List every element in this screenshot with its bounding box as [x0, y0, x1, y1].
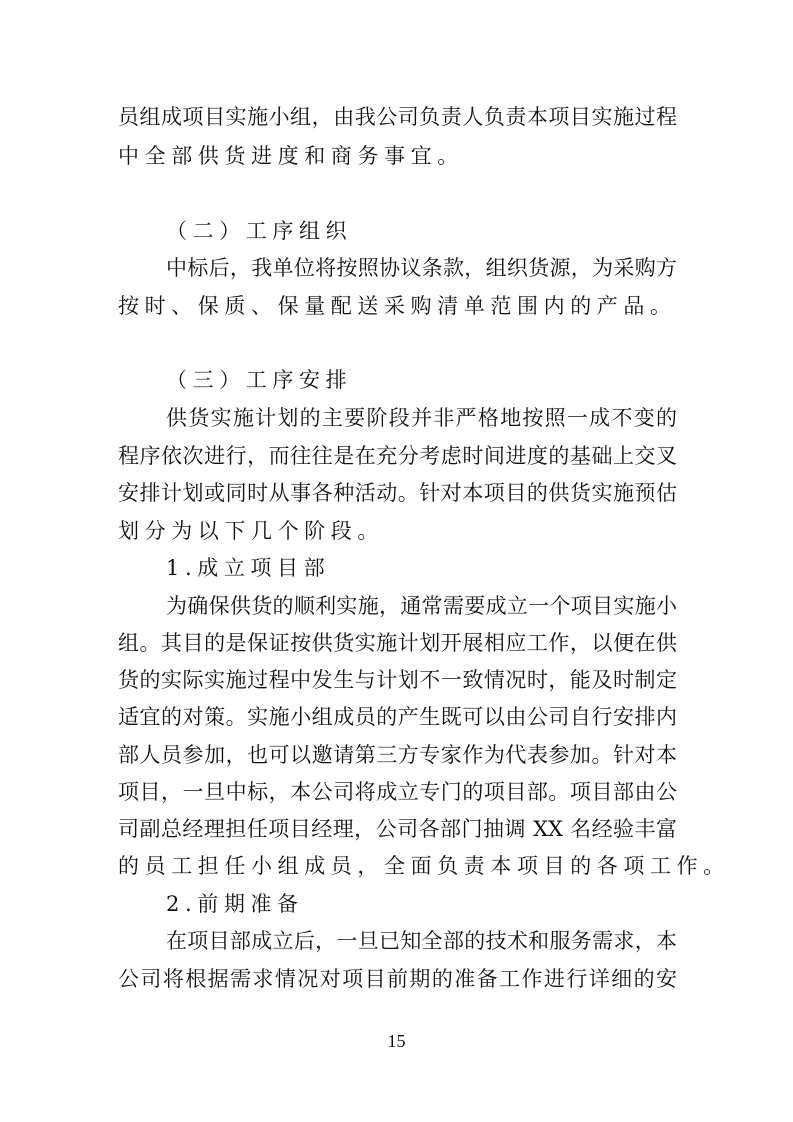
paragraph-line: 组。其目的是保证按供货实施计划开展相应工作，以便在供: [118, 631, 677, 655]
paragraph-line: 部人员参加，也可以邀请第三方专家作为代表参加。针对本: [118, 743, 677, 767]
subsection-heading: 2.前期准备: [166, 892, 304, 916]
paragraph-line: 中全部供货进度和商务事宜。: [118, 144, 464, 168]
paragraph-line: 供货实施计划的主要阶段并非严格地按照一成不变的: [166, 406, 677, 430]
paragraph-line: 员组成项目实施小组，由我公司负责人负责本项目实施过程: [118, 105, 677, 129]
paragraph-line: 中标后，我单位将按照协议条款，组织货源，为采购方: [166, 256, 677, 280]
paragraph-line: 司副总经理担任项目经理，公司各部门抽调 XX 名经验丰富: [118, 817, 677, 841]
paragraph-line: 划分为以下几个阶段。: [118, 519, 384, 543]
paragraph-line: 公司将根据需求情况对项目前期的准备工作进行详细的安: [118, 967, 677, 991]
paragraph-line: 按时、保质、保量配送采购清单范围内的产品。: [118, 294, 677, 318]
paragraph-line: 货的实际实施过程中发生与计划不一致情况时，能及时制定: [118, 668, 677, 692]
paragraph-line: 的员工担任小组成员，全面负责本项目的各项工作。: [118, 854, 730, 878]
paragraph-line: 在项目部成立后，一旦已知全部的技术和服务需求，本: [166, 929, 677, 953]
section-heading: （二）工序组织: [166, 219, 353, 243]
paragraph-line: 项目，一旦中标，本公司将成立专门的项目部。项目部由公: [118, 780, 677, 804]
paragraph-line: 安排计划或同时从事各种活动。针对本项目的供货实施预估: [118, 481, 677, 505]
paragraph-line: 适宜的对策。实施小组成员的产生既可以由公司自行安排内: [118, 705, 677, 729]
paragraph-line: 为确保供货的顺利实施，通常需要成立一个项目实施小: [166, 594, 677, 618]
page-number: 15: [387, 1031, 406, 1051]
subsection-heading: 1.成立项目部: [166, 556, 331, 580]
paragraph-line: 程序依次进行，而往往是在充分考虑时间进度的基础上交叉: [118, 444, 677, 468]
section-heading: （三）工序安排: [166, 368, 353, 392]
